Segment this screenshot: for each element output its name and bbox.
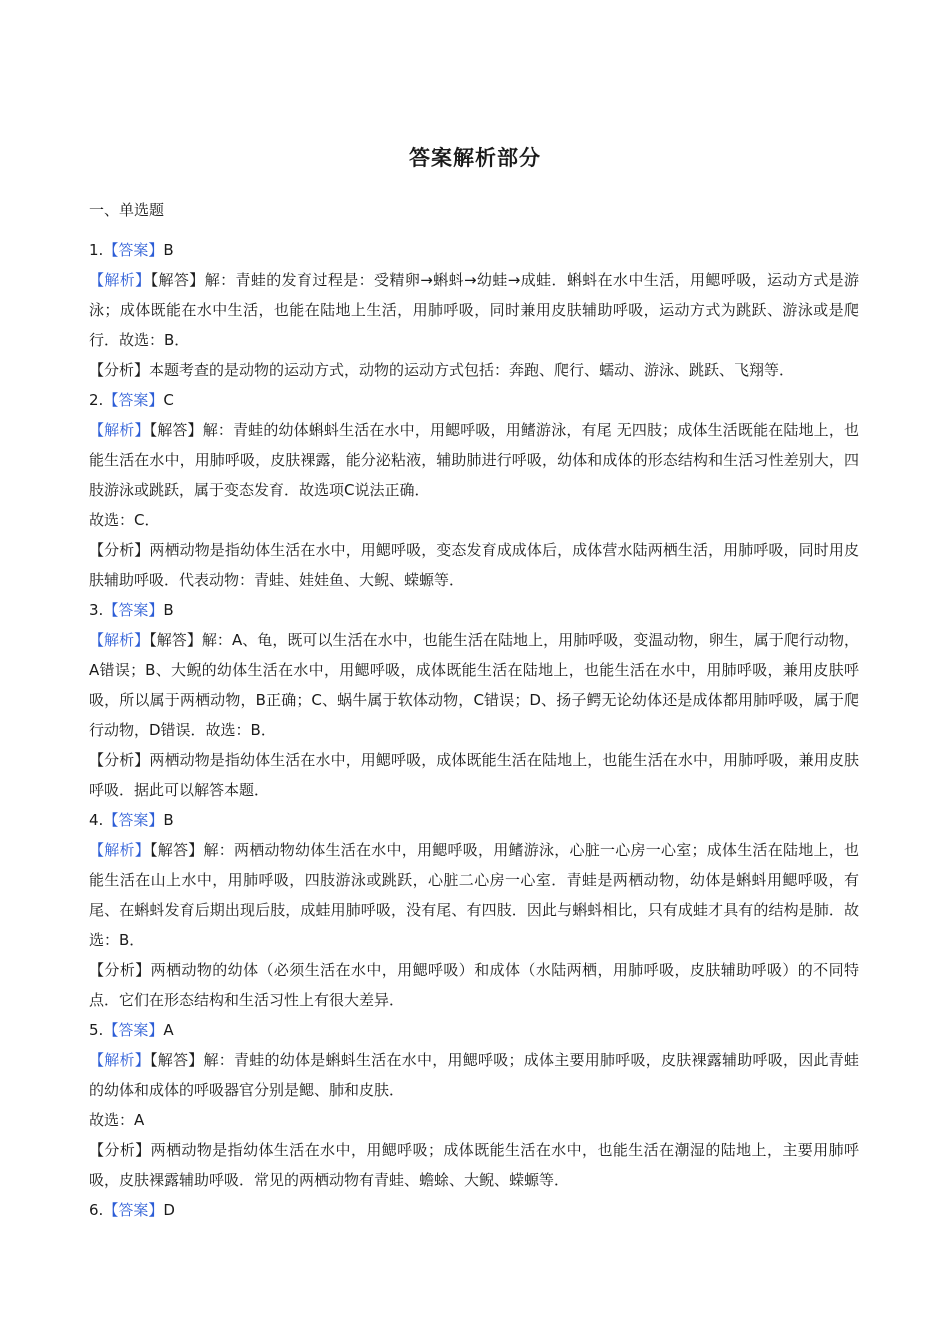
answer-tag: 【答案】 <box>103 391 164 409</box>
answer-line <box>89 385 859 415</box>
answer-line <box>89 1015 859 1045</box>
fenxi-tag: 【分析】 <box>89 751 150 769</box>
jiexi-text: 解：青蛙的幼体蝌蚪生活在水中，用鳃呼吸，用鳍游泳，有尾 无四肢；成体生活既能在陆地上，也能生活在水中，用肺呼吸，皮肤裸露，能分泌粘液，辅助肺进行呼吸，幼体和成体的形态结构和生活习性差别大，四肢游泳或跳跃，属于变态发育．故选项C说法正确． <box>89 421 859 499</box>
jiexi-text: 解：A、龟，既可以生活在水中，也能生活在陆地上，用肺呼吸，变温动物，卵生，属于爬行动物，A错误；B、大鲵的幼体生活在水中，用鳃呼吸，成体既能生活在陆地上，也能生活在水中，用肺呼吸，兼用皮肤呼吸，所以属于两栖动物，B正确；C、蜗牛属于软体动物，C错误；D、扬子鳄无论幼体还是成体都用肺呼吸，属于爬行动物，D错误．故选：B． <box>89 631 859 739</box>
solution-tag: 【解答】 <box>149 421 203 439</box>
answer-value: B <box>163 241 174 259</box>
section-heading: 一、单选题 <box>89 201 165 219</box>
solution-tag: 【解答】 <box>150 841 204 859</box>
jiexi-tag: 【解析】 <box>89 271 151 289</box>
answer-value: C <box>163 391 174 409</box>
jiexi-text: 解：青蛙的幼体是蝌蚪生活在水中，用鳃呼吸；成体主要用肺呼吸，皮肤裸露辅助呼吸，因此青蛙的幼体和成体的呼吸器官分别是鳃、肺和皮肤． <box>89 1051 859 1099</box>
answer-line <box>89 595 859 625</box>
fenxi-tag: 【分析】 <box>89 961 151 979</box>
jiexi-text: 解：青蛙的发育过程是：受精卵→蝌蚪→幼蛙→成蛙．蝌蚪在水中生活，用鳃呼吸，运动方式是游泳；成体既能在水中生活，也能在陆地上生活，用肺呼吸，同时兼用皮肤辅助呼吸，运动方式为跳跃、游泳或是爬行．故选：B． <box>89 271 859 349</box>
fenxi-tag: 【分析】 <box>89 541 150 559</box>
answer-line <box>89 235 859 265</box>
answer-line <box>89 1195 859 1225</box>
jiexi-paragraph <box>89 625 859 745</box>
answer-tag: 【答案】 <box>103 1201 164 1219</box>
jiexi-tag: 【解析】 <box>89 631 150 649</box>
jiexi-paragraph <box>89 1045 859 1105</box>
question-number: 6. <box>89 1201 104 1219</box>
jiexi-tag: 【解析】 <box>89 1051 150 1069</box>
fenxi-text: 两栖动物的幼体（必须生活在水中，用鳃呼吸）和成体（水陆两栖，用肺呼吸，皮肤辅助呼吸）的不同特点．它们在形态结构和生活习性上有很大差异． <box>89 961 859 1009</box>
fenxi-paragraph <box>89 955 859 1015</box>
question-number: 2. <box>89 391 104 409</box>
answer-value: B <box>163 811 174 829</box>
conclusion-line: 故选：C． <box>89 511 160 529</box>
jiexi-text: 解：两栖动物幼体生活在水中，用鳃呼吸，用鳍游泳，心脏一心房一心室；成体生活在陆地上，也能生活在山上水中，用肺呼吸，四肢游泳或跳跃，心脏二心房一心室．青蛙是两栖动物，幼体是蝌蚪用鳃呼吸，有尾、在蝌蚪发育后期出现后肢，成蛙用肺呼吸，没有尾、有四肢．因此与蝌蚪相比，只有成蛙才具有的结构是肺．故选：B． <box>89 841 859 949</box>
question-number: 5. <box>89 1021 104 1039</box>
fenxi-text: 两栖动物是指幼体生活在水中，用鳃呼吸；成体既能生活在水中，也能生活在潮湿的陆地上，主要用肺呼吸，皮肤裸露辅助呼吸．常见的两栖动物有青蛙、蟾蜍、大鲵、蝾螈等． <box>89 1141 859 1189</box>
answer-item <box>89 235 859 385</box>
fenxi-paragraph <box>89 535 859 595</box>
jiexi-tag: 【解析】 <box>89 421 150 439</box>
answer-line <box>89 805 859 835</box>
answer-value: B <box>163 601 174 619</box>
jiexi-paragraph <box>89 265 859 355</box>
question-number: 4. <box>89 811 104 829</box>
page-title: 答案解析部分 <box>409 146 541 170</box>
fenxi-text: 本题考查的是动物的运动方式，动物的运动方式包括：奔跑、爬行、蠕动、游泳、跳跃、飞翔等． <box>149 361 795 379</box>
question-number: 1. <box>89 241 104 259</box>
answer-tag: 【答案】 <box>103 601 164 619</box>
solution-tag: 【解答】 <box>150 1051 204 1069</box>
fenxi-paragraph <box>89 745 859 805</box>
solution-tag: 【解答】 <box>150 271 205 289</box>
fenxi-tag: 【分析】 <box>89 1141 151 1159</box>
answer-item <box>89 595 859 805</box>
answer-value: D <box>163 1201 175 1219</box>
answer-item <box>89 1015 859 1195</box>
fenxi-paragraph <box>89 1135 859 1195</box>
answer-item <box>89 805 859 1015</box>
question-number: 3. <box>89 601 104 619</box>
answer-value: A <box>163 1021 174 1039</box>
answer-tag: 【答案】 <box>103 1021 164 1039</box>
solution-tag: 【解答】 <box>149 631 202 649</box>
jiexi-tag: 【解析】 <box>89 841 150 859</box>
conclusion-line: 故选：A <box>89 1111 145 1129</box>
answer-item <box>89 1195 859 1225</box>
jiexi-paragraph <box>89 835 859 955</box>
answer-item <box>89 385 859 595</box>
answer-tag: 【答案】 <box>103 811 164 829</box>
jiexi-paragraph <box>89 415 859 505</box>
fenxi-text: 两栖动物是指幼体生活在水中，用鳃呼吸，变态发育成成体后，成体营水陆两栖生活，用肺呼吸，同时用皮肤辅助呼吸．代表动物：青蛙、娃娃鱼、大鲵、蝾螈等． <box>89 541 859 589</box>
answer-list <box>89 235 859 1225</box>
answer-tag: 【答案】 <box>103 241 164 259</box>
fenxi-paragraph <box>89 355 859 385</box>
fenxi-tag: 【分析】 <box>89 361 150 379</box>
fenxi-text: 两栖动物是指幼体生活在水中，用鳃呼吸，成体既能生活在陆地上，也能生活在水中，用肺呼吸，兼用皮肤呼吸．据此可以解答本题． <box>89 751 859 799</box>
